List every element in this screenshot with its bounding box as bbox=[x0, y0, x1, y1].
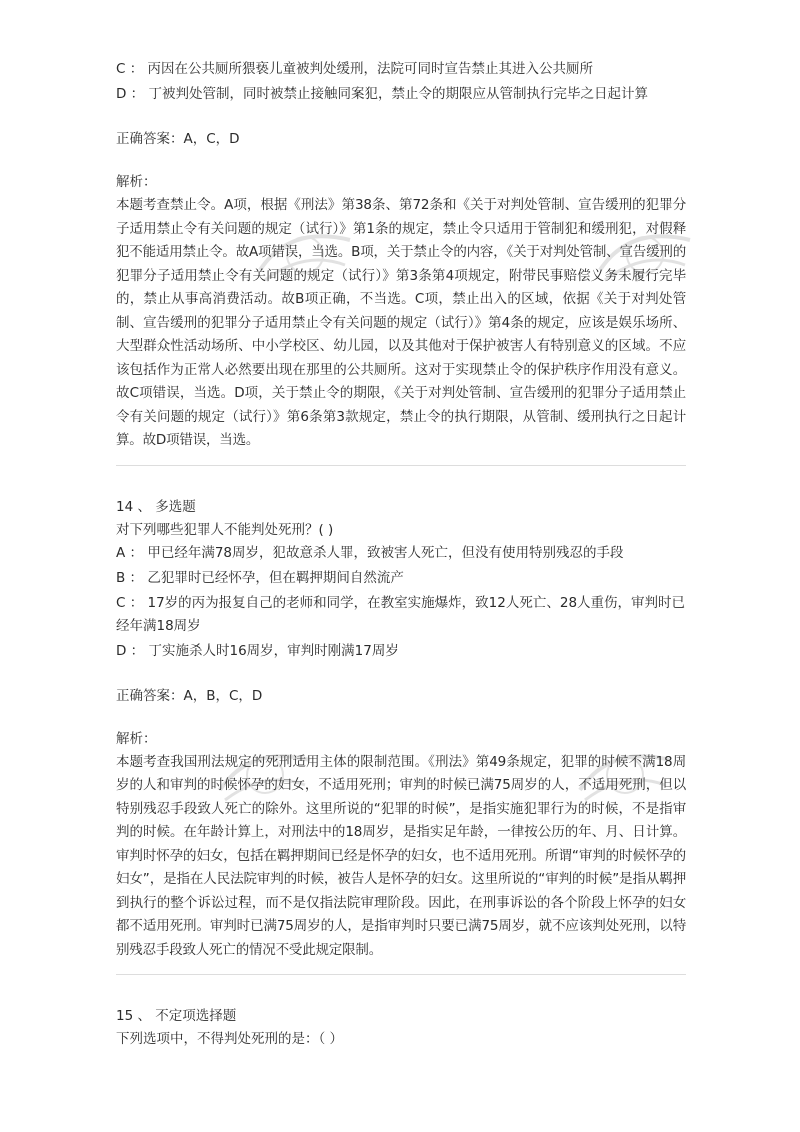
analysis-text: 本题考查禁止令。A项，根据《刑法》第38条、第72条和《关于对判处管制、宣告缓刑的犯罪分子适用禁止令有关问题的规定（试行）》第1条的规定，禁止令只适用于管制犯和缓刑犯，对假释犯不能适用禁止令。故A项错误，当选。B项，关于禁止令的内容，《关于对判处管制、宣告缓刑的犯罪分子适用禁止令有关问题的规定（试行）》第3条第4项规定，附带民事赔偿义务未履行完毕的，禁止从事高消费活动。故B项正确，不当选。C项，禁止出入的区域，依据《关于对判处管制、宣告缓刑的犯罪分子适用禁止令有关问题的规定（试行）》第4条的规定，应该是娱乐场所、大型群众性活动场所、中小学校区、幼儿园，以及其他对于保护被害人有特别意义的区域。不应该包括作为正常人必然要出现在那里的公共厕所。这对于实现禁止令的保护秩序作用没有意义。故C项错误，当选。D项，关于禁止令的期限，《关于对判处管制、宣告缓刑的犯罪分子适用禁止令有关问题的规定（试行）》第6条第3款规定，禁止令的执行期限，从管制、缓刑执行之日起计算。故D项错误，当选。 bbox=[116, 197, 686, 448]
question-15 bbox=[116, 1005, 686, 1051]
correct-answer: 正确答案：A，C，D bbox=[116, 131, 240, 147]
question-stem: 下列选项中，不得判处死刑的是：（ ） bbox=[116, 1031, 344, 1047]
option-a: A ： 甲已经年满78周岁，犯故意杀人罪，致被害人死亡，但没有使用特别残忍的手段 bbox=[116, 544, 624, 561]
question-header: 15 、 不定项选择题 bbox=[116, 1008, 237, 1024]
option-d: D ： 丁实施杀人时16周岁，审判时刚满17周岁 bbox=[116, 642, 399, 659]
question-header: 14 、 多选题 bbox=[116, 498, 196, 515]
correct-answer: 正确答案：A，B，C，D bbox=[116, 687, 263, 704]
option-d: D ： 丁被判处管制，同时被禁止接触同案犯，禁止令的期限应从管制执行完毕之日起计算 bbox=[116, 86, 648, 102]
option-c: C ： 丙因在公共厕所猥亵儿童被判处缓刑，法院可同时宣告禁止其进入公共厕所 bbox=[116, 61, 594, 77]
divider bbox=[116, 465, 686, 466]
option-c: C ： 17岁的丙为报复自己的老师和同学，在教室实施爆炸，致12人死亡、28人重伤，审判时已经年满18周岁 bbox=[116, 594, 686, 634]
divider bbox=[116, 974, 686, 975]
exam-page bbox=[116, 58, 686, 1051]
question-13-tail bbox=[116, 58, 686, 453]
analysis-label: 解析： bbox=[116, 174, 157, 190]
option-b: B ： 乙犯罪时已经怀孕，但在羁押期间自然流产 bbox=[116, 569, 404, 586]
analysis-label: 解析： bbox=[116, 730, 157, 747]
question-14 bbox=[116, 496, 686, 963]
question-stem: 对下列哪些犯罪人不能判处死刑？( ) bbox=[116, 521, 334, 538]
analysis-text: 本题考查我国刑法规定的死刑适用主体的限制范围。《刑法》第49条规定，犯罪的时候不满18周岁的人和审判的时候怀孕的妇女，不适用死刑；审判的时候已满75周岁的人，不适用死刑，但以特别残忍手段致人死亡的除外。这里所说的“犯罪的时候”，是指实施犯罪行为的时候，不是指审判的时候。在年龄计算上，对刑法中的18周岁，是指实足年龄，一律按公历的年、月、日计算。审判时怀孕的妇女，包括在羁押期间已经是怀孕的妇女，也不适用死刑。所谓“审判的时候怀孕的妇女”，是指在人民法院审判的时候，被告人是怀孕的妇女。这里所说的“审判的时候”是指从羁押到执行的整个诉讼过程，而不是仅指法院审理阶段。因此，在刑事诉讼的各个阶段上怀孕的妇女都不适用死刑。审判时已满75周岁的人，是指审判时只要已满75周岁，就不应该判处死刑，以特别残忍手段致人死亡的情况不受此规定限制。 bbox=[116, 753, 686, 958]
